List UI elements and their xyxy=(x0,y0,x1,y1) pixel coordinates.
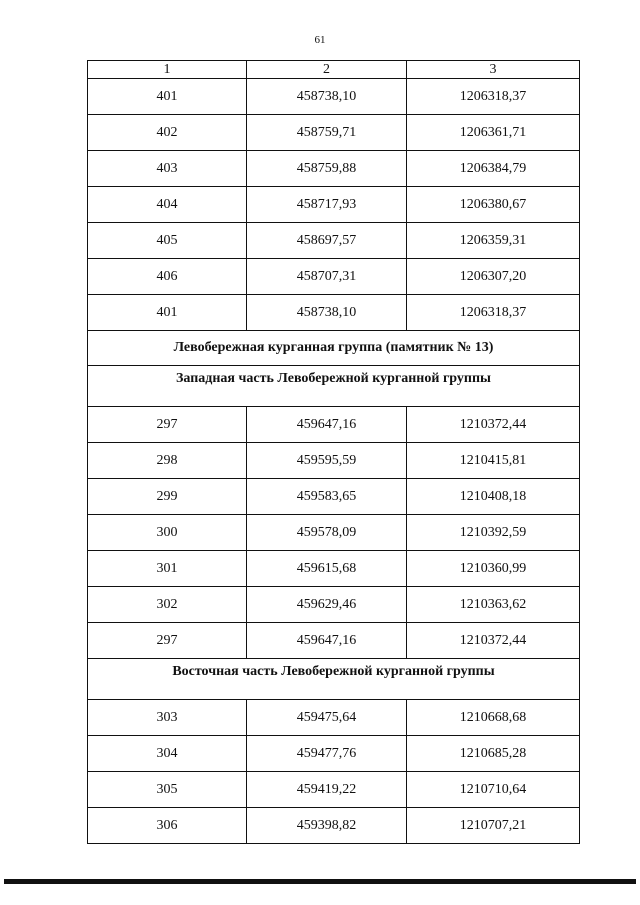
point-number: 301 xyxy=(88,551,247,587)
coordinate-y: 1210360,99 xyxy=(407,551,580,587)
table-row xyxy=(88,808,580,844)
coordinate-x: 459595,59 xyxy=(247,443,407,479)
point-number: 404 xyxy=(88,187,247,223)
point-number: 299 xyxy=(88,479,247,515)
table-row xyxy=(88,259,580,295)
coordinate-y: 1210685,28 xyxy=(407,736,580,772)
coordinate-x: 459398,82 xyxy=(247,808,407,844)
table-row xyxy=(88,587,580,623)
table-row xyxy=(88,79,580,115)
coordinate-y: 1206318,37 xyxy=(407,79,580,115)
column-header-1: 1 xyxy=(88,61,247,79)
coordinate-x: 459578,09 xyxy=(247,515,407,551)
table-row xyxy=(88,479,580,515)
coordinate-x: 458707,31 xyxy=(247,259,407,295)
point-number: 305 xyxy=(88,772,247,808)
coordinate-x: 458738,10 xyxy=(247,79,407,115)
point-number: 402 xyxy=(88,115,247,151)
point-number: 405 xyxy=(88,223,247,259)
coordinate-x: 459475,64 xyxy=(247,700,407,736)
point-number: 401 xyxy=(88,295,247,331)
table-header-row xyxy=(88,61,580,79)
point-number: 300 xyxy=(88,515,247,551)
section-heading-row xyxy=(88,366,580,407)
coordinate-x: 459629,46 xyxy=(247,587,407,623)
coordinate-y: 1210408,18 xyxy=(407,479,580,515)
coordinate-x: 458738,10 xyxy=(247,295,407,331)
page-number: 61 xyxy=(314,34,326,46)
coordinate-x: 458759,71 xyxy=(247,115,407,151)
point-number: 406 xyxy=(88,259,247,295)
coordinate-y: 1210668,68 xyxy=(407,700,580,736)
coordinate-x: 458759,88 xyxy=(247,151,407,187)
table-row xyxy=(88,151,580,187)
coordinate-y: 1210392,59 xyxy=(407,515,580,551)
coordinate-y: 1210372,44 xyxy=(407,407,580,443)
table-row xyxy=(88,443,580,479)
coordinates-table xyxy=(87,60,580,844)
coordinate-x: 459419,22 xyxy=(247,772,407,808)
coordinate-y: 1206318,37 xyxy=(407,295,580,331)
table-row xyxy=(88,115,580,151)
table-row xyxy=(88,623,580,659)
table-row xyxy=(88,407,580,443)
table-row xyxy=(88,700,580,736)
coordinate-y: 1206361,71 xyxy=(407,115,580,151)
bottom-rule xyxy=(4,879,636,884)
coordinate-x: 458717,93 xyxy=(247,187,407,223)
section-heading-group: Левобережная курганная группа (памятник № 13) xyxy=(88,331,580,366)
coordinate-x: 459615,68 xyxy=(247,551,407,587)
point-number: 298 xyxy=(88,443,247,479)
table-row xyxy=(88,295,580,331)
coordinate-x: 459477,76 xyxy=(247,736,407,772)
point-number: 297 xyxy=(88,623,247,659)
coordinate-y: 1210415,81 xyxy=(407,443,580,479)
coordinate-y: 1206384,79 xyxy=(407,151,580,187)
coordinate-y: 1206359,31 xyxy=(407,223,580,259)
coordinate-x: 458697,57 xyxy=(247,223,407,259)
table-row xyxy=(88,772,580,808)
coordinate-y: 1210710,64 xyxy=(407,772,580,808)
table-row xyxy=(88,187,580,223)
point-number: 297 xyxy=(88,407,247,443)
point-number: 302 xyxy=(88,587,247,623)
point-number: 303 xyxy=(88,700,247,736)
coordinate-y: 1210372,44 xyxy=(407,623,580,659)
coordinate-x: 459647,16 xyxy=(247,623,407,659)
section-heading-row xyxy=(88,659,580,700)
section-heading-row xyxy=(88,331,580,366)
section-heading-east: Восточная часть Левобережной курганной группы xyxy=(88,659,580,700)
point-number: 306 xyxy=(88,808,247,844)
point-number: 304 xyxy=(88,736,247,772)
coordinate-x: 459647,16 xyxy=(247,407,407,443)
point-number: 403 xyxy=(88,151,247,187)
column-header-3: 3 xyxy=(407,61,580,79)
table-row xyxy=(88,551,580,587)
point-number: 401 xyxy=(88,79,247,115)
table-row xyxy=(88,223,580,259)
column-header-2: 2 xyxy=(247,61,407,79)
section-heading-west: Западная часть Левобережной курганной группы xyxy=(88,366,580,407)
coordinate-y: 1210707,21 xyxy=(407,808,580,844)
coordinate-y: 1210363,62 xyxy=(407,587,580,623)
coordinate-y: 1206307,20 xyxy=(407,259,580,295)
table-row xyxy=(88,736,580,772)
coordinate-y: 1206380,67 xyxy=(407,187,580,223)
coordinate-x: 459583,65 xyxy=(247,479,407,515)
table-row xyxy=(88,515,580,551)
